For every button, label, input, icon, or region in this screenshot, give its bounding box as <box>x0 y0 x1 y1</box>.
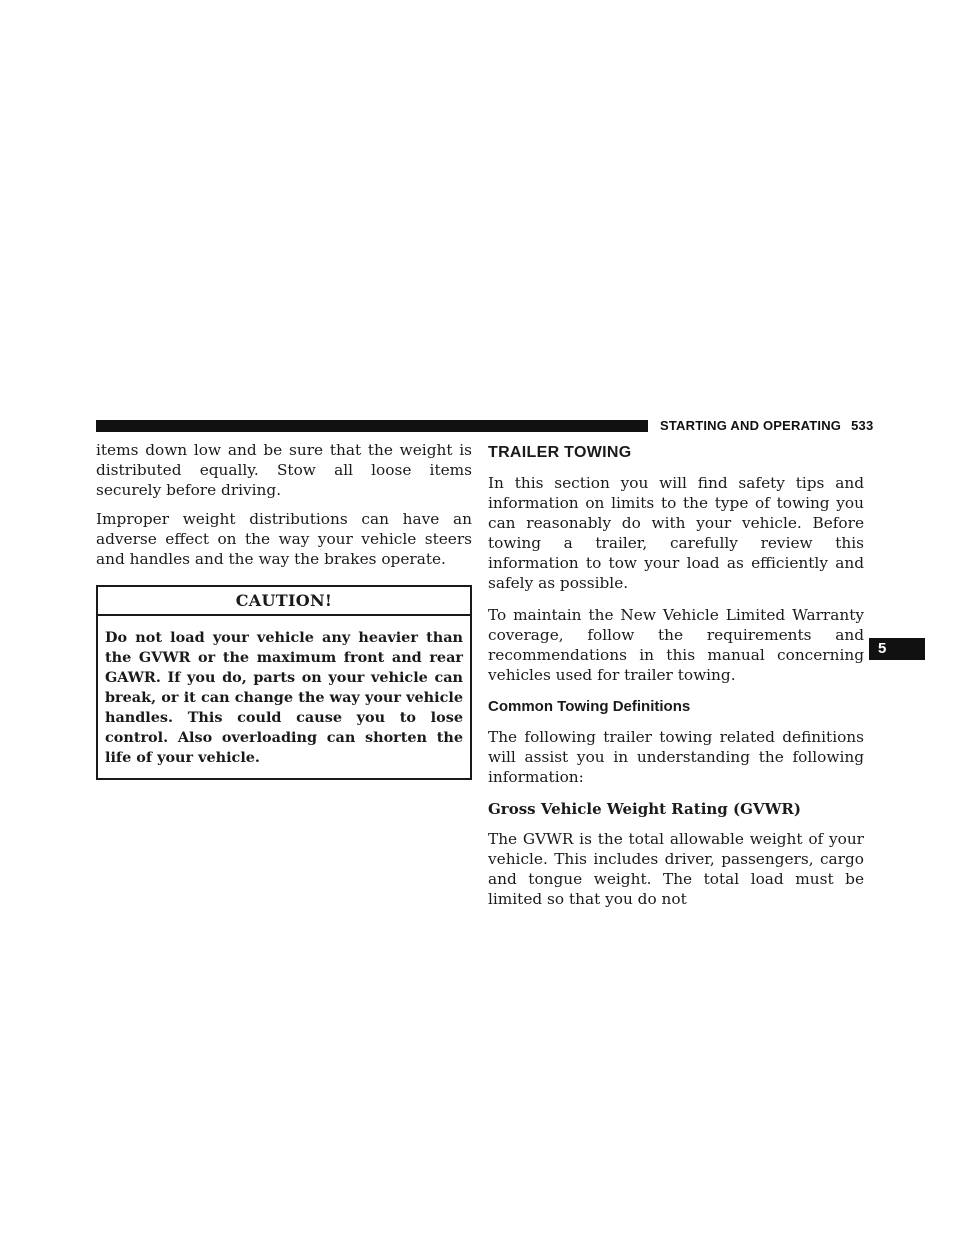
sub-subheading: Gross Vehicle Weight Rating (GVWR) <box>488 800 801 818</box>
right-column <box>488 440 864 921</box>
left-paragraph-1: items down low and be sure that the weight is distributed equally. Stow all loose items securely before driving. <box>96 441 472 499</box>
caution-box <box>96 585 472 780</box>
header-rule-bar <box>96 420 648 432</box>
section-heading: TRAILER TOWING <box>488 444 632 461</box>
page-number: 533 <box>851 418 874 433</box>
caution-text: Do not load your vehicle any heavier than the GVWR or the maximum front and rear GAWR. If you do, parts on your vehicle can break, or it can change the way your vehicle handles. This could cause you to lose control. Also overloading can shorten the life of your vehicle. <box>105 629 463 766</box>
caution-title: CAUTION! <box>98 587 470 616</box>
running-header <box>660 418 873 433</box>
section-title: STARTING AND OPERATING <box>660 418 842 433</box>
right-paragraph-3: The following trailer towing related definitions will assist you in understanding the following information: <box>488 728 864 786</box>
subheading: Common Towing Definitions <box>488 698 691 715</box>
right-paragraph-4: The GVWR is the total allowable weight of your vehicle. This includes driver, passengers, cargo and tongue weight. The total load must be limited so that you do not <box>488 830 864 908</box>
right-paragraph-1: In this section you will find safety tips and information on limits to the type of towing you can reasonably do with your vehicle. Before towing a trailer, carefully review this information to tow your load as efficiently and safely as possible. <box>488 474 864 592</box>
chapter-tab: 5 <box>869 638 925 660</box>
left-paragraph-2: Improper weight distributions can have an adverse effect on the way your vehicle steers and handles and the way the brakes operate. <box>96 510 472 568</box>
right-paragraph-2: To maintain the New Vehicle Limited Warranty coverage, follow the requirements and recommendations in this manual concerning vehicles used for trailer towing. <box>488 606 864 684</box>
left-column <box>96 440 472 780</box>
